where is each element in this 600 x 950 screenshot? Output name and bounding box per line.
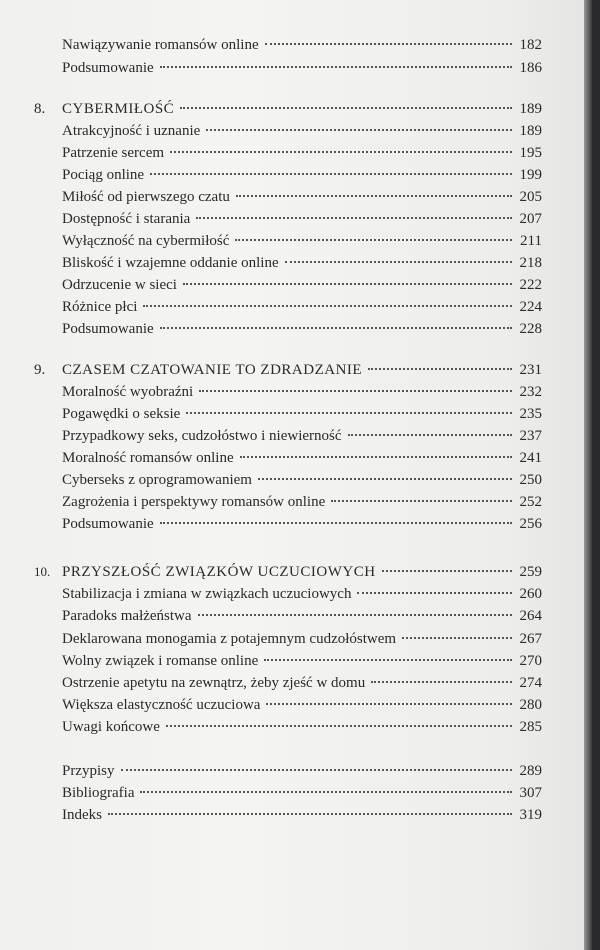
chapter-heading	[34, 98, 542, 120]
entry-title: Indeks	[62, 807, 102, 823]
entry-page: 260	[519, 586, 542, 602]
dot-leader	[266, 703, 512, 705]
dot-leader	[143, 305, 512, 307]
entry-page: 267	[519, 631, 542, 647]
dot-leader	[371, 681, 512, 683]
entry-page: 235	[519, 406, 542, 422]
chapter-number: 8.	[34, 101, 46, 117]
entry-page: 222	[519, 277, 542, 293]
toc-entry	[34, 34, 542, 56]
dot-leader	[183, 283, 512, 285]
chapter-page: 259	[519, 564, 542, 580]
entry-title: Większa elastyczność uczuciowa	[62, 697, 261, 713]
entry-page: 205	[519, 189, 542, 205]
entry-page: 218	[519, 255, 542, 271]
dot-leader	[170, 151, 512, 153]
toc-entry	[34, 274, 542, 296]
toc-entry	[34, 716, 542, 738]
entry-page: 241	[519, 450, 542, 466]
dot-leader	[265, 43, 512, 45]
entry-title: Zagrożenia i perspektywy romansów online	[62, 494, 326, 510]
chapter-title: PRZYSZŁOŚĆ ZWIĄZKÓW UCZUCIOWYCH	[62, 564, 376, 580]
entry-page: 199	[519, 167, 542, 183]
entry-title: Podsumowanie	[62, 321, 154, 337]
dot-leader	[166, 725, 512, 727]
dot-leader	[180, 107, 512, 109]
toc-entry	[34, 782, 542, 804]
toc-entry	[34, 491, 542, 513]
dot-leader	[382, 570, 512, 572]
toc-entry	[34, 296, 542, 318]
entry-page: 307	[519, 785, 542, 801]
dot-leader	[160, 66, 512, 68]
entry-page: 195	[519, 145, 542, 161]
toc-entry	[34, 208, 542, 230]
toc-entry	[34, 760, 542, 782]
entry-title: Odrzucenie w sieci	[62, 277, 177, 293]
entry-title: Cyberseks z oprogramowaniem	[62, 472, 252, 488]
entry-title: Wolny związek i romanse online	[62, 653, 259, 669]
chapter-number: 9.	[34, 362, 46, 378]
dot-leader	[258, 478, 512, 480]
entry-page: 228	[519, 321, 542, 337]
dot-leader	[121, 769, 513, 771]
toc-entry	[34, 164, 542, 186]
toc-entry	[34, 447, 542, 469]
dot-leader	[196, 217, 512, 219]
entry-title: Pogawędki o seksie	[62, 406, 181, 422]
entry-title: Atrakcyjność i uznanie	[62, 123, 201, 139]
toc-entry	[34, 403, 542, 425]
toc-entry	[34, 120, 542, 142]
toc-entry	[34, 628, 542, 650]
entry-page: 289	[519, 763, 542, 779]
toc-entry	[34, 142, 542, 164]
entry-title: Paradoks małżeństwa	[62, 608, 192, 624]
entry-page: 285	[519, 719, 542, 735]
entry-title: Uwagi końcowe	[62, 719, 160, 735]
toc-entry	[34, 650, 542, 672]
entry-page: 237	[519, 428, 542, 444]
toc-entry	[34, 469, 542, 491]
entry-title: Wyłączność na cybermiłość	[62, 233, 230, 249]
dot-leader	[198, 614, 512, 616]
entry-title: Podsumowanie	[62, 60, 154, 76]
entry-title: Miłość od pierwszego czatu	[62, 189, 230, 205]
entry-page: 274	[519, 675, 542, 691]
dot-leader	[348, 434, 512, 436]
entry-title: Moralność wyobraźni	[62, 384, 194, 400]
entry-title: Przypadkowy seks, cudzołóstwo i niewierność	[62, 428, 342, 444]
entry-page: 207	[519, 211, 542, 227]
entry-title: Pociąg online	[62, 167, 145, 183]
entry-page: 224	[519, 299, 542, 315]
toc-entry	[34, 583, 542, 605]
entry-title: Różnice płci	[62, 299, 138, 315]
dot-leader	[199, 390, 512, 392]
dot-leader	[235, 239, 512, 241]
entry-page: 232	[519, 384, 542, 400]
chapter-heading	[34, 561, 542, 583]
dot-leader	[402, 637, 512, 639]
chapter-heading	[34, 359, 542, 381]
dot-leader	[264, 659, 512, 661]
dot-leader	[206, 129, 512, 131]
page-edge-shadow	[584, 0, 592, 950]
dot-leader	[240, 456, 512, 458]
toc-entry	[34, 672, 542, 694]
entry-title: Ostrzenie apetytu na zewnątrz, żeby zjeść w domu	[62, 675, 366, 691]
toc-entry	[34, 425, 542, 447]
dot-leader	[331, 500, 512, 502]
toc-entry	[34, 230, 542, 252]
chapter-title: CYBERMIŁOŚĆ	[62, 101, 175, 117]
dot-leader	[285, 261, 512, 263]
entry-page: 319	[519, 807, 542, 823]
toc-entry	[34, 694, 542, 716]
entry-page: 256	[519, 516, 542, 532]
dot-leader	[186, 412, 512, 414]
chapter-page: 189	[519, 101, 542, 117]
toc-entry	[34, 605, 542, 627]
entry-page: 211	[520, 233, 542, 249]
toc-entry	[34, 252, 542, 274]
dot-leader	[160, 522, 512, 524]
dot-leader	[368, 368, 512, 370]
toc-entry	[34, 57, 542, 79]
toc-entry	[34, 381, 542, 403]
dot-leader	[150, 173, 512, 175]
entry-page: 189	[519, 123, 542, 139]
entry-title: Dostępność i starania	[62, 211, 191, 227]
entry-page: 186	[519, 60, 542, 76]
entry-title: Bliskość i wzajemne oddanie online	[62, 255, 279, 271]
entry-title: Bibliografia	[62, 785, 135, 801]
entry-page: 182	[519, 37, 542, 53]
entry-title: Deklarowana monogamia z potajemnym cudzołóstwem	[62, 631, 397, 647]
entry-page: 252	[519, 494, 542, 510]
toc-entry	[34, 318, 542, 340]
dot-leader	[236, 195, 512, 197]
chapter-number: 10.	[34, 564, 51, 579]
dot-leader	[160, 327, 512, 329]
chapter-page: 231	[519, 362, 542, 378]
entry-page: 264	[519, 608, 542, 624]
entry-page: 280	[519, 697, 542, 713]
dot-leader	[140, 791, 512, 793]
entry-title: Moralność romansów online	[62, 450, 234, 466]
dot-leader	[108, 813, 512, 815]
toc-entry	[34, 186, 542, 208]
entry-title: Podsumowanie	[62, 516, 154, 532]
entry-title: Nawiązywanie romansów online	[62, 37, 259, 53]
entry-title: Patrzenie sercem	[62, 145, 165, 161]
entry-page: 270	[519, 653, 542, 669]
dot-leader	[357, 592, 512, 594]
toc-entry	[34, 804, 542, 826]
toc-entry	[34, 513, 542, 535]
entry-title: Przypisy	[62, 763, 115, 779]
chapter-title: CZASEM CZATOWANIE TO ZDRADZANIE	[62, 362, 363, 378]
entry-title: Stabilizacja i zmiana w związkach uczuciowych	[62, 586, 352, 602]
entry-page: 250	[519, 472, 542, 488]
